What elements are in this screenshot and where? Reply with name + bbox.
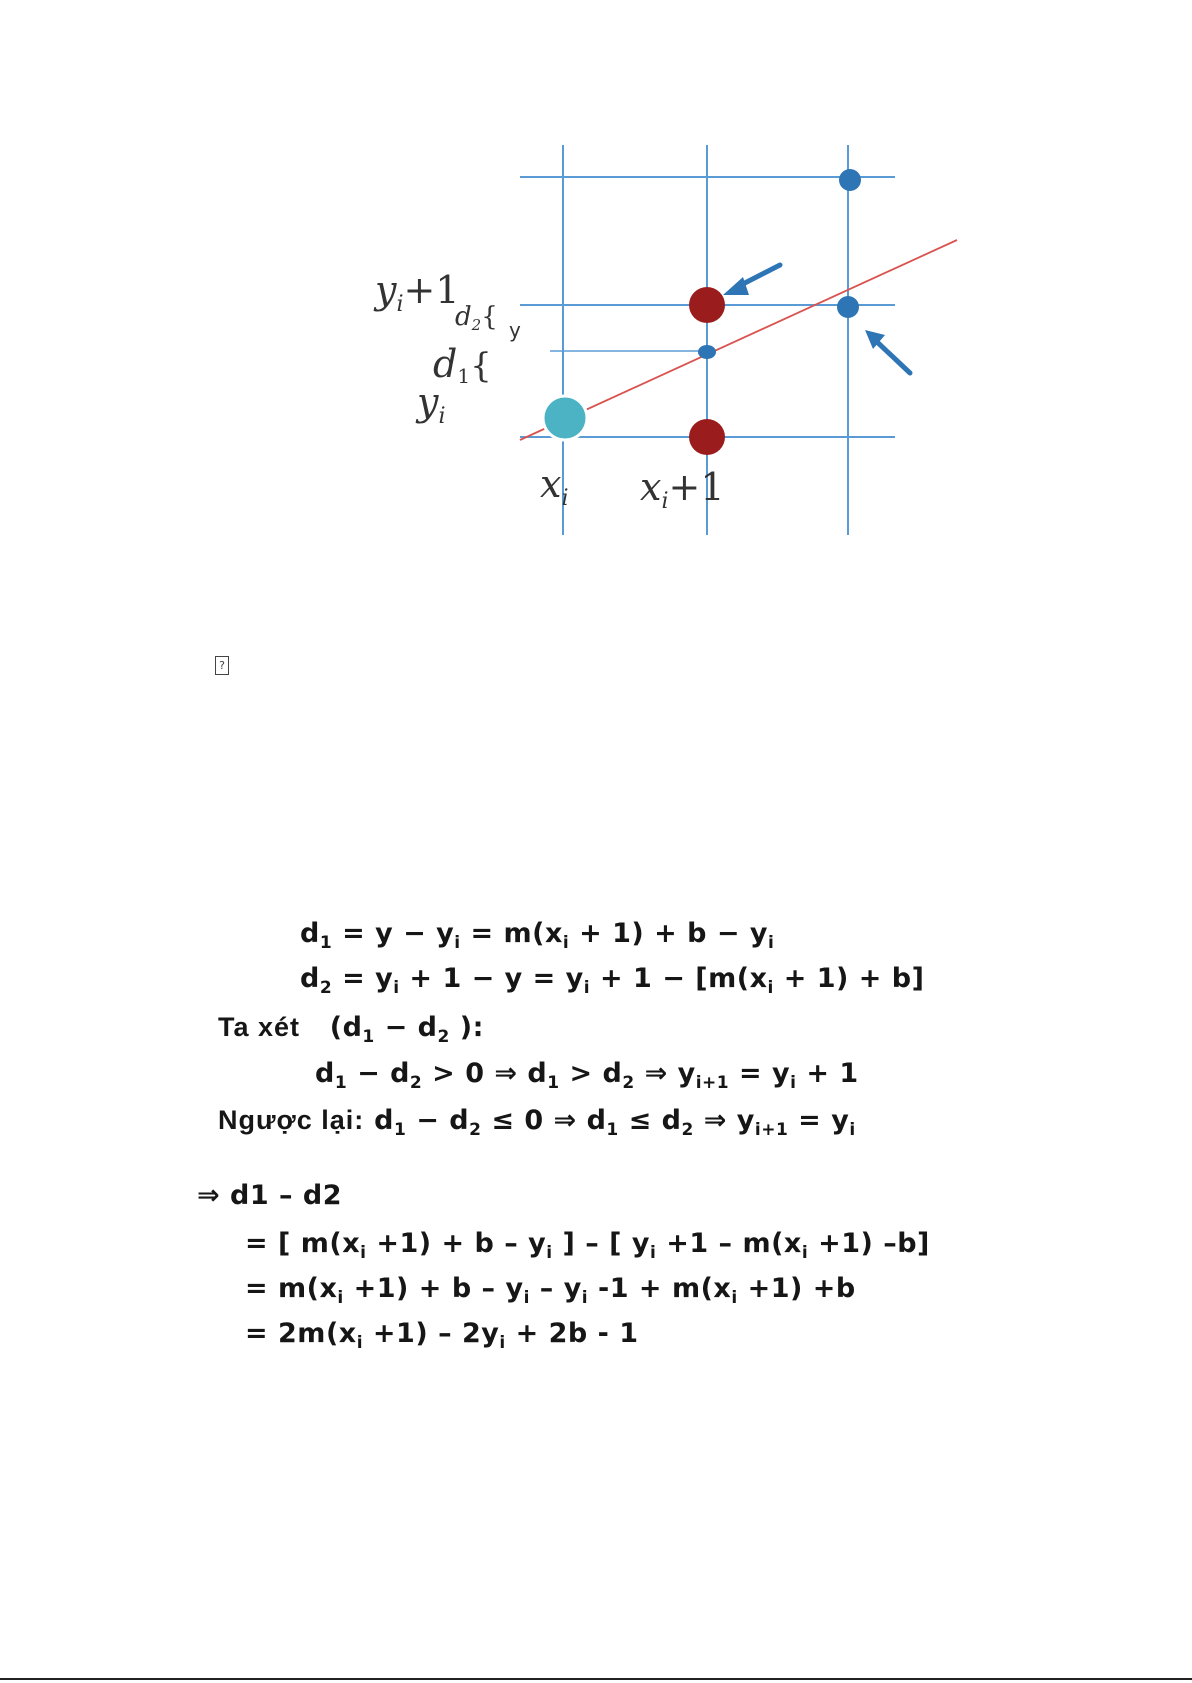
ta-xet-label: Ta xét (218, 1012, 301, 1042)
case-greater: $d_1 - d_2 > 0$ ⇒ $d_1 > d_2$ ⇒ $y_{i+1} = y_i + 1$ (315, 1058, 859, 1093)
label-xi: $x_i$ (540, 462, 569, 511)
derivation-step-2: = $m(x_i +1) + b - y_i - y_i$ $-1 + m(x_i +1) +b$ (245, 1273, 856, 1308)
equation-d1: $d_1 = y - y_i = m(x_i + 1) + b - y_i$ (300, 918, 775, 953)
footer-rule (0, 1678, 1192, 1680)
red-point-upper (689, 287, 725, 323)
blue-point-top (839, 169, 861, 191)
derivation-step-1: = [ $m(x_i +1) + b - y_i$ ] – [ $y_i +1 - m(x_i +1)$ –b] (245, 1228, 930, 1263)
blue-point-right (837, 296, 859, 318)
missing-glyph-box: ? (215, 656, 229, 675)
arrow-lower (865, 330, 910, 373)
label-xi-plus-1: $x_i+1$ (640, 465, 725, 514)
label-y: y (509, 318, 521, 342)
ta-xet-line: Ta xét ($d_1 - d_2$ ): (218, 1012, 484, 1047)
diagram-svg (375, 125, 965, 565)
arrow-upper (723, 265, 780, 295)
blue-point-intersection (698, 345, 716, 359)
derivation-step-3: = $2m(x_i +1) - 2y_i + 2b - 1$ (245, 1318, 639, 1353)
bresenham-diagram (375, 125, 965, 565)
equation-d2: $d_2 = y_i + 1 - y = y_i + 1 - [m(x_i + 1) + b]$ (300, 963, 925, 998)
label-yi-plus-1: $y_i+1$ (375, 268, 460, 317)
label-d1: d1{ (433, 342, 492, 388)
start-point (543, 396, 587, 440)
label-d2: d2{ (455, 302, 498, 334)
label-yi: $y_i$ (417, 380, 446, 429)
nguoc-lai-label: Ngược lại: (218, 1105, 365, 1135)
derivation-start: ⇒ d1 – d2 (197, 1180, 343, 1211)
case-otherwise: Ngược lại: $d_1 - d_2 \le 0$ ⇒ $d_1 \le d_2$ ⇒ $y_{i+1} = y_i$ (218, 1105, 856, 1140)
red-point-lower (689, 419, 725, 455)
